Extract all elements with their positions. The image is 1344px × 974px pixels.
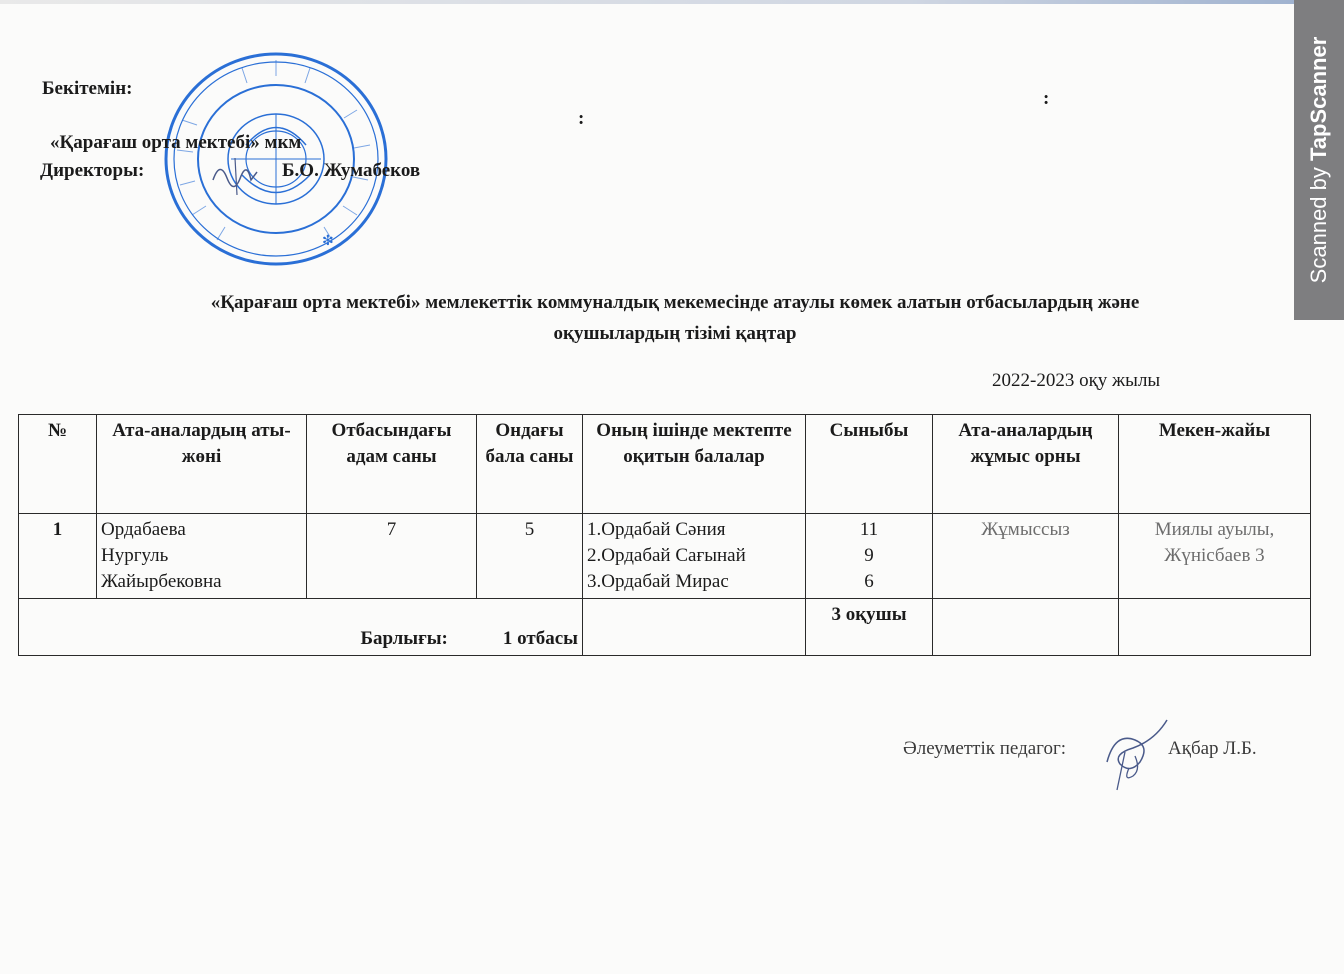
row-number: 1 [19,514,97,599]
watermark-prefix: Scanned by [1306,161,1331,284]
total-students: 3 оқушы [806,599,933,656]
header-children-count: Ондағы бала саны [477,415,583,514]
grade-item: 9 [864,545,874,566]
academic-year: 2022-2023 оқу жылы [992,370,1161,391]
student-item: 3.Ордабай Мирас [587,571,729,592]
total-summary [19,599,583,656]
pedagog-signature [1095,712,1175,794]
total-empty-address [1119,599,1311,656]
parent-name-line2: Нургуль [101,545,169,566]
director-label: Директоры: [40,160,145,181]
row-children-count: 5 [477,514,583,599]
total-empty-work [933,599,1119,656]
header-parent-work: Ата-аналардың жұмыс орны [933,415,1119,514]
colon-mark-right: : [1043,88,1050,109]
director-signature [205,150,265,200]
total-empty-students [583,599,806,656]
address-line1: Миялы ауылы, [1154,519,1275,540]
watermark-brand: TapScanner [1306,36,1331,161]
grade-item: 6 [864,571,874,592]
row-parent-name [97,514,307,599]
parent-name-line1: Ордабаева [101,519,186,540]
grade-item: 11 [859,519,879,540]
header-address: Мекен-жайы [1119,415,1311,514]
svg-text:✻: ✻ [322,233,334,249]
row-parent-work: Жұмыссыз [933,514,1119,599]
total-label: Барлығы: [360,628,448,649]
header-family-size: Отбасындағы адам саны [307,415,477,514]
parent-name-line3: Жайырбековна [101,571,222,592]
signature-name: Ақбар Л.Б. [1168,738,1257,759]
colon-mark-left: : [578,108,585,129]
scanner-watermark [1294,0,1344,320]
table-total-row [19,599,1311,656]
header-parent-name: Ата-аналардың аты-жөні [97,415,307,514]
row-family-size: 7 [307,514,477,599]
row-address [1119,514,1311,599]
row-students [583,514,806,599]
families-table [18,414,1311,656]
page-top-edge [0,0,1300,4]
total-families: 1 отбасы [502,628,578,649]
document-title-line2: оқушылардың тізімі қаңтар [553,323,797,344]
document-title-line1: «Қарағаш орта мектебі» мемлекеттік коммуналдық мекемесінде атаулы көмек алатын отбасылардың және [210,292,1140,313]
header-number: № [19,415,97,514]
row-grades [806,514,933,599]
director-name: Б.О. Жумабеков [282,160,421,181]
signature-role: Әлеуметтік педагог: [903,738,1067,759]
address-line2: Жүнісбаев 3 [1164,545,1265,566]
approval-heading: Бекітемін: [42,78,133,99]
student-item: 2.Ордабай Сағынай [587,545,746,566]
school-seal-stamp [162,50,390,268]
header-grade: Сыныбы [806,415,933,514]
table-header-row [19,415,1311,514]
table-row [19,514,1311,599]
student-item: 1.Ордабай Сәния [587,519,726,540]
approval-school: «Қарағаш орта мектебі» мкм [50,132,302,153]
header-students: Оның ішінде мектепте оқитын балалар [583,415,806,514]
